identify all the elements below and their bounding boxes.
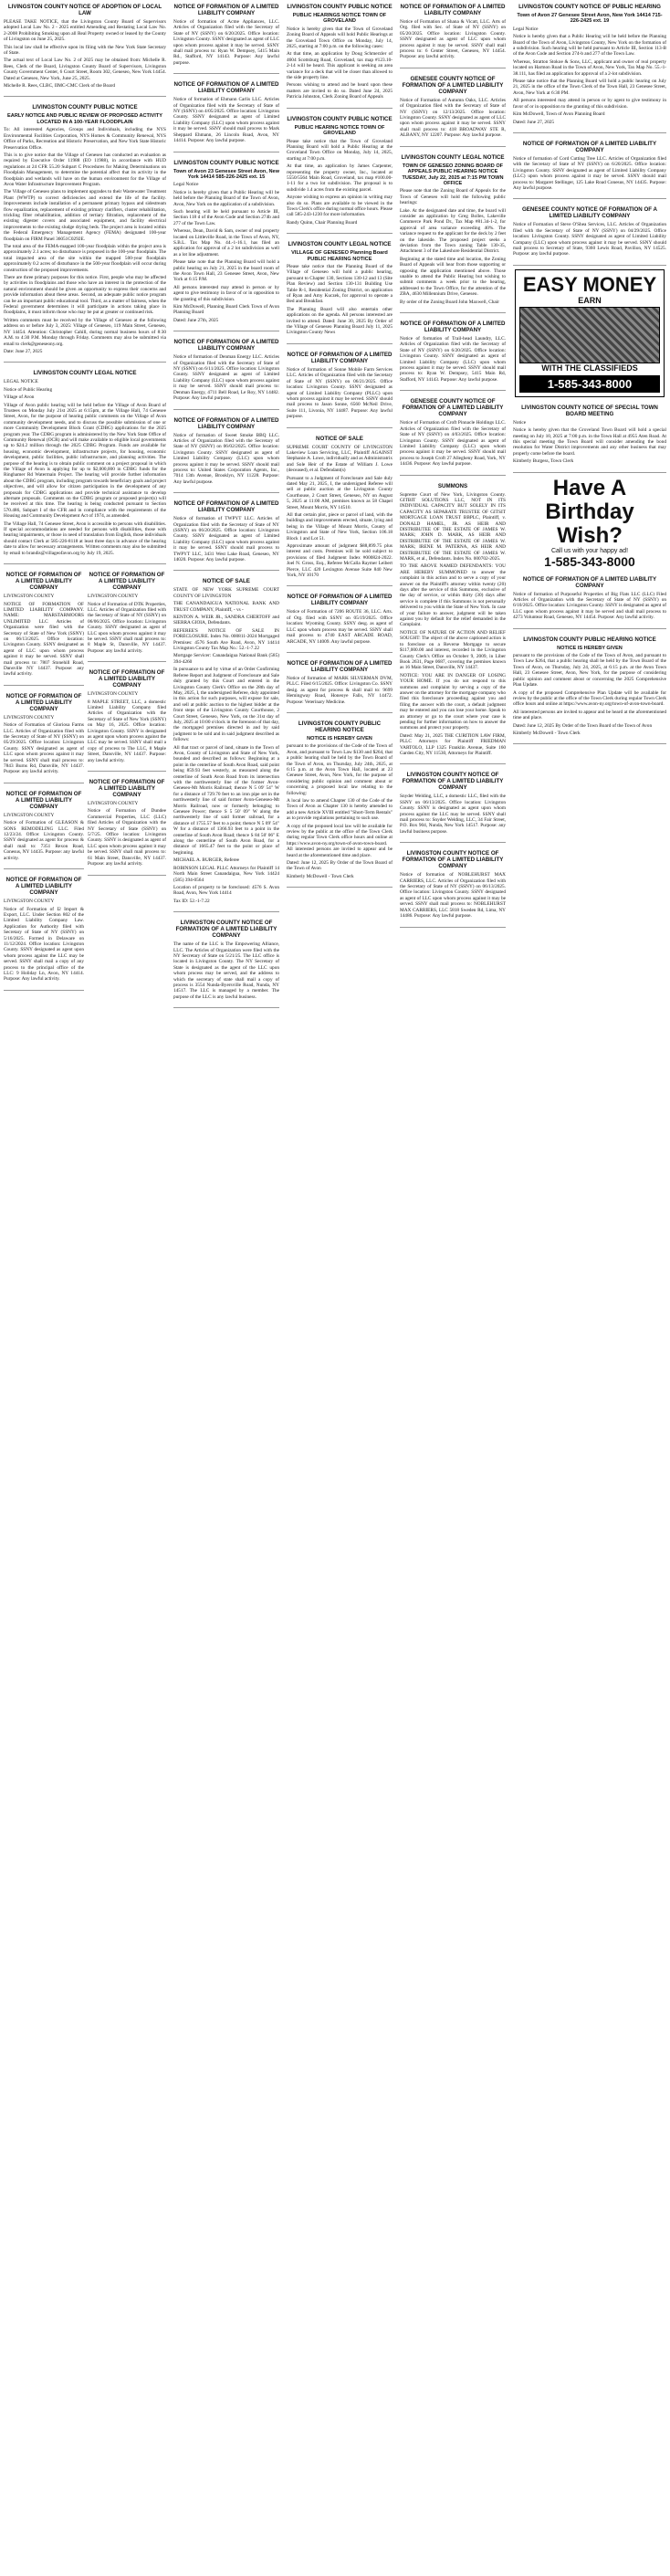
notice-paragraph: Notice of Public Hearing	[4, 386, 53, 393]
notice-paragraph: Notice of formation of Denman Energy LLC. Articles of Organization filed with the Secretary of State of NY (SSNY) on 6/11/2025. Office location: Livingston County. SSNY designated as agent of Limited Liability Company (LLC) upon whom process against it may be served. SSNY should mail process to: Denman Energy, 4711 Bell Road, Le Roy, NY 14482. Purpose: Any lawful purpose.	[173, 354, 279, 402]
notice-subtitle: TOWN OF GENESEO ZONING BOARD OF APPEALS PUBLIC HEARING NOTICE TUESDAY, July 22, 2025 at 7:15 PM TOWN OFFICE	[402, 163, 504, 186]
notice-paragraph: The Village Hall, 74 Genesee Street, Avon is accessible to persons with disabilities. If special accommodations are needed for persons with disabilities, those with hearing impairments, or those in need of translation from English, those individuals should contact Clerk at 585-226-8118 at least three days in advance of the hearing date to allow for necessary arrangements. Written comments may also be submitted by email to brandis@villageofavon.org by July 19, 2025.	[4, 520, 166, 556]
notice-title: LIVINGSTON COUNTY NOTICE OF FORMATION OF A LIMITED LIABILITY COMPANY	[402, 772, 504, 792]
legal-notice	[513, 573, 666, 629]
legal-notice	[287, 657, 393, 713]
notice-paragraph: LEGAL NOTICE	[4, 379, 38, 385]
notice-paragraph: Notice of formation of Ehmann Carlis LLC. Articles of Organization filed with the Secretary of State of NY (SSNY) on 4/05/2025. Office location: Livingston County. SSNY designated as agent of Limited Liability Company (LLC) upon whom process against it may be served. SSNY should mail process to Mark Sheppard Ehmann, 26 Lincoln Road, Avon, NY 14414. Purpose: Any lawful purpose.	[173, 97, 279, 144]
legal-notice	[400, 846, 506, 927]
notice-paragraph: Pursuant to a Judgment of Foreclosure and Sale duly dated May 21, 2025, I, the undersigned Referee will sell at public auction at the Livingston County Courthouse, 2 Court Street, Geneseo, NY on August 5, 2025 at 11:00 AM, premises known as 58 Chapel Street, Mount Morris, NY 14510.	[287, 475, 393, 510]
notice-paragraph: LIVINGSTON COUNTY	[4, 714, 55, 720]
notice-title: NOTICE OF FORMATION OF A LIMITED LIABILITY COMPANY	[5, 790, 82, 810]
notice-subtitle: NOTICE IS HEREBY GIVEN	[557, 645, 623, 651]
notice-paragraph: LIVINGSTON COUNTY	[88, 594, 139, 600]
legal-notice	[287, 237, 393, 344]
legal-notice	[173, 916, 279, 1008]
legal-notice	[173, 574, 279, 912]
notice-paragraph: Lake. At the designated date and time, the board will consider an application by Greg Bolles, Lakeville Commerce Park Pond Dr., Tax Map #81.34-1-2, for approval of area variance exceeding 40%. The variance request to the applicant for the deck by 2 feet on the lakeside. The proposed project seeks a deviation from the Town zoning Table 130-35, Attachment 3 of the Lakeshore Residential District.	[400, 207, 506, 255]
legal-notice	[513, 0, 666, 133]
notice-title: NOTICE OF FORMATION OF A LIMITED LIABILITY COMPANY	[173, 500, 279, 514]
notice-title: NOTICE OF FORMATION OF A LIMITED LIABILITY COMPANY	[173, 4, 279, 16]
notice-paragraph: STATE OF NEW YORK SUPREME COURT COUNTY OF LIVINGSTON	[173, 587, 279, 599]
notice-title: LIVINGSTON COUNTY PUBLIC NOTICE	[287, 4, 393, 10]
legal-notice	[173, 78, 279, 152]
notice-title: LIVINGSTON COUNTY NOTICE OF FORMATION OF A LIMITED LIABILITY COMPANY	[402, 850, 504, 870]
notice-paragraph: pursuant to the provisions of the Code of the Town of Avon, and pursuant to Town Law $264, that a public hearing shall be held by the Town Board of the Town of Avon, on Thursday, July 24, 2025, at 6:15 p.m. at the Avon Town Hall, 23 Genesee Street, Avon, New York, for the purpose of considering public opinion and comment about or concerning the 2025 Comprehensive Plan Update.	[513, 653, 666, 689]
notice-title: GENESEE COUNTY NOTICE OF FORMATION OF A LIMITED LIABILITY COMPANY	[521, 206, 658, 220]
notice-title: LIVINGSTON COUNTY PUBLIC NOTICE	[173, 159, 279, 166]
notice-subtitle: PUBLIC HEARING NOTICE TOWN OF GROVELAND	[294, 124, 385, 137]
notice-title: GENESEE COUNTY NOTICE OF FORMATION OF A LIMITED LIABILITY COMPANY	[402, 75, 504, 95]
birthday-sub: Call us with your happy ad!	[550, 547, 629, 554]
notice-title: LIVINGSTON COUNTY NOTICE OF PUBLIC HEARING	[518, 4, 661, 10]
notice-title: NOTICE OF FORMATION OF A LIMITED LIABILITY COMPANY	[173, 339, 279, 352]
notice-title: LIVINGSTON COUNTY NOTICE OF ADOPTION OF LOCAL LAW	[7, 4, 162, 16]
notice-paragraph: 8 MAPLE STREET, LLC, a domestic Limited Liability Company filed Articles of Organization with the Secretary of State of New York (SSNY) on May 16, 2025. Office location: Livingston County. SSNY is designated as agent upon whom process against the LLC may be served. SSNY shall mail a copy of process to The LLC, 8 Maple Street, Dansville, NY 14437. Purpose: any lawful activity.	[88, 699, 166, 763]
notice-paragraph: LIVINGSTON COUNTY	[88, 801, 139, 807]
notice-title: NOTICE OF FORMATION OF A LIMITED LIABILITY COMPANY	[5, 692, 82, 712]
notice-paragraph: To: All interested Agencies, Groups and Individuals, including the NYS Environmental Facilities Corporation, NYS Homes & Community Renewal, NYS Office of Parks, Recreation and Historic Preservation, and New York State Historic Preservation Office.	[4, 127, 166, 151]
notice-paragraph: NOTICE OF FORMATION OF LIMITED LIABILITY COMPANY. NAME: MARSTARMOORS UNLIMITED LLC Articles of Organization were filed with the Secretary of State of New York (SSNY) on 06/13/2025. Office location: Livingston County. SSNY designated as agent of LLC upon whom process against it may be served. SSNY shall mail process to: 7807 Stonehill Road, Dansville NY 14437. Purpose: any lawful activity.	[4, 601, 84, 678]
legal-notice	[88, 568, 166, 662]
legal-notice	[513, 401, 666, 473]
notice-paragraph: In pursuance to and by virtue of an Order Confirming Referee Report and Judgment of Foreclosure and Sale duly granted by this Court and entered in the Livingston County Clerk's Office on the 28th day of May, 2025, I, the undersigned Referee, duly appointed in this action for such purposes, will expose for sale, and sell at public auction to the highest bidder at the front steps of the Livingston County Courthouse, 2 Court Street, Geneseo, New York, on the 31st day of July, 2025 at 10:00 o'clock in the forenoon of that day, the mortgaged premises directed in and by said judgment to be sold and in said judgment described as follows:	[173, 667, 279, 743]
notice-title: NOTICE OF SALE	[316, 435, 363, 442]
legal-notice	[400, 394, 506, 475]
legal-notice	[4, 787, 84, 869]
notice-paragraph: Notice of Formation of Gloriosa Farms LLC. Articles of Organization filed with the Secretary of State of NY (SSNY) on 05/29/2025. Office location: Livingston County. SSNY designated as agent of LLC upon whom process against it may be served. SSNY shall mail process to: 7843 Burns Rd, Dansville, NY 14437. Purpose: any lawful activity.	[4, 722, 84, 775]
legal-notice	[88, 666, 166, 772]
notice-paragraph: Dated: June 27th, 2025	[173, 317, 219, 323]
legal-notice	[4, 100, 166, 363]
notice-paragraph: Notice of Formation of Steve O'Shea Services, LLC. Articles of Organization filed with the Secretary of State of NY (SSNY) on 04/29/2025. Office location: Livingston County. SSNY designated as agent of Limited Liability Company (LLC) upon whom process against it may be served. SSNY should mail process to Secretary of State, 9360 Lewis Road, Pavilion, NY 14525. Purpose: any lawful purpose.	[513, 222, 666, 258]
notice-paragraph: Location of property to be foreclosed: 4576 S. Avon Road, Avon, New York 14414	[173, 884, 279, 897]
notice-paragraph: All that tract or parcel of land, situate in the Town of Avon, County of Livingston and State of New York, bounded and described as follows: Beginning at a point in the centerline of South Avon Road, said point being 859.93 feet westerly, as measured along the centerline of South Avon Road from its intersection with the northwesterly line of the former Avon-Geneseo-Mt Morris Railroad; thence N 5 09' 54" W for a distance of 729.70 feet to an iron pipe set in the northwesterly line of said former Avon-Geneseo-Mt Morris Railroad, now or formerly belonging to Genesee Power; thence S 5 50' 09" W along the northwesterly line of said former railroad, for a distance of 1755.57 feet to a point; thence N 5 09' 54" W for a distance of 1366.93 feet to a point in the centerline of South Avon Road; thence S 84 50' 06" E along the centerline of South Avon Road, for a distance of 1665.47 feet to the point or place of beginning.	[173, 744, 279, 856]
notice-paragraph: Such hearing will be held pursuant to Article III, Section 118 d of the Avon Code and Section 274b and 277 of the Town Law.	[173, 208, 279, 226]
notice-paragraph: THE CANANDAIGUA NATIONAL BANK AND TRUST COMPANY, Plaintiff, - vs -	[173, 601, 279, 613]
notice-paragraph: Kimberly Burgess, Town Clerk	[513, 458, 574, 465]
column-4	[396, 0, 509, 931]
notice-paragraph: LIVINGSTON COUNTY	[4, 812, 55, 818]
notice-paragraph: SUPREME COURT COUNTY OF LIVINGSTON Lakeview Loan Servicing, LLC, Plaintiff AGAINST Stephanie A. Lowe, individually and as Administratrix and Sole Heir of the Estate of William J. Lowe (deceased), et al. Defendant(s)	[287, 444, 393, 474]
easy-money-sub: WITH THE CLASSIFIEDS	[541, 363, 638, 373]
notice-paragraph: LIVINGSTON COUNTY	[88, 691, 139, 698]
notice-paragraph: Please take note that the Planning Board will hold a public hearing on July 21, 2025 in the board room of the Avon Town Hall, 23 Genesee Street, Avon, New York at 6:15 P.M.	[173, 259, 279, 283]
notice-paragraph: Whereas, Dean, David & Sam, owner of real property located on Littleville Road, in the Town of Avon, NY, S.B.L. Tax Map No. 44.-1-16.1, has filed an application for approval of a 2 lot subdivision as well as a lot line adjustment.	[173, 228, 279, 258]
notice-paragraph: LIVINGSTON COUNTY	[4, 594, 55, 600]
notice-subtitle: PUBLIC HEARINGS NOTICE TOWN OF GROVELAND	[292, 13, 387, 25]
notice-paragraph: Dated: May 21, 2025 THE CURITION LAW FIRM, PLLC Attorneys for Plaintiff FRIEDMAN VARTOLO, LLP 1325 Franklin Avenue, Suite 160 Garden City, NY 11530, Attorneys for Plaintiff.	[400, 732, 506, 756]
legal-notice	[4, 689, 84, 783]
notice-title: NOTICE OF FORMATION OF A LIMITED LIABILITY COMPANY	[173, 81, 279, 95]
legal-notice	[400, 479, 506, 765]
notice-paragraph: Kim McDowell, Planning Board Clerk Town of Avon Planning Board	[173, 304, 279, 316]
notice-paragraph: Legal Notice	[173, 182, 199, 188]
notice-paragraph: This local law shall be effective upon its filing with the New York State Secretary of State.	[4, 44, 166, 57]
notice-title: NOTICE OF FORMATION OF A LIMITED LIABILITY COMPANY	[400, 321, 506, 334]
legal-notice	[4, 0, 166, 97]
notice-paragraph: Whereas, Stratton Stokoe & Sons, LLC, applicant and owner of real property located on Harmon Road in the Town of Avon, New York, Tax Map No. 55.-1-38.111, has filed an application for approval of a 2-lot subdivision.	[513, 58, 666, 77]
notice-paragraph: TO THE ABOVE NAMED DEFENDANTS: YOU ARE HEREBY SUMMONED to answer the complaint in this action and to serve a copy of your answer on the Plaintiff's attorney within twenty (20) days after the service of this Summons, exclusive of the day of service, or within thirty (30) days after service is complete if this Summons is not personally delivered to you within the State of New York. In case of your failure to answer, judgment will be taken against you by default for the relief demanded in the Complaint.	[400, 563, 506, 628]
notice-paragraph: MICHAEL A. BURGER, Referee	[173, 857, 240, 864]
legal-notice	[287, 0, 393, 109]
notice-paragraph: Legal Notice	[513, 26, 539, 32]
legal-notice	[400, 151, 506, 313]
notice-paragraph: Dated: June 27, 2025	[513, 119, 555, 125]
legal-notice	[287, 112, 393, 235]
notice-paragraph: A local law to amend Chapter 130 of the Code of the Town of Avon as Chapter 130 is hereby amended to add a new Article XVIII entitled "Short-Term Rentals" as to provide regulations pertaining to such use.	[287, 798, 393, 822]
notice-title: NOTICE OF FORMATION OF A LIMITED LIABILITY COMPANY	[89, 669, 165, 689]
legal-notice	[173, 497, 279, 571]
legal-notice	[287, 348, 393, 428]
legal-notice	[287, 590, 393, 652]
easy-money-earn: EARN	[578, 295, 602, 305]
notice-paragraph: Dated: June 12, 2025 By Order of the Town Board of the Town of Avon	[287, 860, 393, 872]
notice-paragraph: PLEASE TAKE NOTICE, that the Livingston County Board of Supervisors adopted Local Law No. 2 - 2025 entitled Amending and Restating Local Law No. 2-2008 Prohibiting Smoking upon all Real Property owned or leased by the County of Livingston on June 25, 2025.	[4, 19, 166, 43]
legal-notice	[173, 414, 279, 494]
notice-paragraph: The Village of Geneseo plans to implement upgrades to their Wastewater Treatment Plant (WWTP) to correct deficiencies and extend the life of the facility. Improvements include installation of a permanent primary bypass and sidestream flow equalization, replacement of existing primary clarifiers, cluster rehabilitation, trickling filter rehabilitation, addition of tertiary filtration, replacement of the existing digester covers and associated equipment, and facility electrical improvements to the existing sludge drying beds. The project area is located within the Federal Emergency Management Agency (FEMA) designated 100-year floodplain on FIRM Panel 36051C0292E.	[4, 189, 166, 242]
notice-paragraph: Please note that the Zoning Board of Appeals for the Town of Geneseo will hold the following public hearings:	[400, 188, 506, 206]
notice-paragraph: Kimberly McDowell - Town Clerk	[287, 873, 354, 879]
easy-money-ad	[515, 269, 665, 397]
notice-title: LIVINGSTON COUNTY PUBLIC NOTICE	[32, 104, 138, 111]
notice-paragraph: All interested persons are invited to appear and be heard at the aforementioned time and place.	[513, 709, 666, 721]
legal-notice	[4, 366, 166, 564]
legal-notice	[400, 0, 506, 68]
notice-paragraph: LIVINGSTON COUNTY	[4, 899, 55, 905]
notice-title: LIVINGSTON COUNTY NOTICE OF FORMATION OF A LIMITED LIABILITY COMPANY	[175, 920, 277, 940]
notice-paragraph: Notice is hereby given that the Groveland Town Board will hold a special meeting on July 10, 2025 at 7:00 p.m. in the Town Hall at 4955 Aten Road. At this special meeting the Town Board will consider amending the bond resolution for Water District improvements and any other business that may properly come before the board.	[513, 427, 666, 457]
notice-paragraph: Village of Avon public hearing will be held before the Village of Avon Board of Trustees on Monday July 21st 2025 at 6:15pm, at the Village Hall, 74 Genesee Street, Avon, for the purpose of hearing public comments on the Village of Avon community development needs, and to discuss the possible submission of one or more Community Development Block Grant (CDBG) applications for the 2025 program year. The CDBG program is administered by the New York State Office of Community Renewal (OCR) and will make available to eligible local governments up to $24.2 million through the 2025 CDBG Program. Funds are available for housing, economic development, infrastructure projects, for housing, economic development, public facilities, public infrastructure, and planning activities. The purpose of the hearing is to obtain public comment on a project proposal in which the Village of Avon is applying for up to $2,000,000 in CDBG funds for the Ringhamer Rd Watermain Project. The hearing will provide further information about the CDBG program, including program towards beneficiary goals and project objectives, and will allow for citizen participation in the development of any proposals for CDBG applications and provide technical assistance to develop alternate proposals. Comments on the CDBG program or proposed project(s) will be received at this time. The hearing is being conducted pursuant to Section 570.486, Subpart I of the CFR and in compliance with the requirements of the Housing and Community Development Act of 1974, as amended.	[4, 402, 166, 520]
notice-title: GENESEE COUNTY NOTICE OF FORMATION OF A LIMITED LIABILITY COMPANY	[402, 398, 504, 418]
notice-title: NOTICE OF FORMATION OF A LIMITED LIABILITY COMPANY	[89, 779, 165, 799]
notice-paragraph: Approximate amount of judgment $88,899.75 plus interest and costs. Premises will be sold subject to provisions of filed Judgment Index #000824-2022. Joel N. Gross, Esq., Referee McCalla Raymer Leibert Pierce, LLC 420 Lexington Avenue Suite 840 New York, NY 10170	[287, 543, 393, 579]
notice-paragraph: Please take notice that the Planning Board of the Village of Geneseo will hold a public hearing, pursuant to Chapter 130, Sections 130-12 and 13 (Site Plan Review) and Section 130-131 Building Use Table R-1, Residential Zoning District, on application of Ryan and Amy Kuczek, for approval to operate a Bed and Breakfast.	[287, 264, 393, 305]
notice-paragraph: Notice of Formation of DTK Properties, LLC. Articles of Organization filed with the Secretary of State of NY (SSNY) on 06/06/2025. Office location: Livingston County. SSNY designated as agent of LLC upon whom process against it may be served. SSNY shall mail process to: 8 Maple St, Dansville, NY 14437. Purpose: any lawful activity.	[88, 601, 166, 654]
notice-title: NOTICE OF FORMATION OF A LIMITED LIABILITY COMPANY	[287, 594, 393, 607]
legal-notice	[513, 203, 666, 265]
notice-paragraph: The total area of the FEMA-mapped 100-year floodplain within the project area is approximately 2.1 acres; no disturbance is proposed in the 100-year floodplain. The total impacted area of the site within the mapped 500-year floodplain approximately 0.2 acres of disturbance in the 500-year floodplain will occur during construction of the proposed improvements.	[4, 244, 166, 273]
notice-paragraph: NOTICE OF NATURE OF ACTION AND RELIEF SOUGHT: The object of the above captioned action is to foreclose on a Reverse Mortgage to secure $117,000.00 and interest, recorded in the Livingston County Clerk's Office on October 9, 2009, in Liber Book 2631, Page 0687, covering the premises known as 16 Main Street, Dansville, NY 14437.	[400, 629, 506, 671]
notice-title: LIVINGSTON COUNTY LEGAL NOTICE	[401, 153, 505, 161]
notice-paragraph: A copy of the proposed Comprehensive Plan Update will be available for review by the public at the office of the Town Clerk during regular Town Clerk office hours and online at https://www.avon-ny.org/town-of-avon-town-board.	[513, 689, 666, 708]
notice-paragraph: At that time, an application by James Carpenter, representing the property owner, Inc., located at 5550/5564 Main Road, Groveland, tax map #100.00-1-11 for a two lot subdivision. The proposal is to subdivide 1.4 acres from the existing parcel.	[287, 163, 393, 193]
column-5	[509, 0, 670, 748]
notice-paragraph: Supreme Court of New York, Livingston County. GITBIT SOLUTIONS LLC, NOT IN ITS INDIVIDUAL CAPACITY BUT SOLELY IN ITS CAPACITY AS SEPARATE TRUSTEE OF GITSIT MORTGAGE LOAN TRUST BBPLC, Plaintiff, v. DONALD HAMEL, JR. AS HEIR AND DISTRIBUTEE OF THE ESTATE OF JAMES W. MARK; JOHN D. MARK, AS HEIR AND DISTRIBUTEE OF THE ESTATE OF JAMES W. MARK; IRENE M. PATERNA, AS HEIR AND DISTRIBUTEE OF THE ESTATE OF JAMES W. MARK, et al., Defendants. Index No. 000702-2025.	[400, 491, 506, 562]
legal-notice	[4, 568, 84, 686]
notice-paragraph: Notice of formation of Sweet Smoke BBQ LLC. Articles of Organization filed with the Secretary of State of NY (SSNY) on 06/02/2025. Office location: Livingston County. SSNY designated as agent of Limited Liability Company (LLC) upon whom process against it may be served. SSNY should mail process to: United States Corporation Agents, Inc., 7014 13th Avenue, Brooklyn, NY 11228. Purpose: Any lawful purpose.	[173, 432, 279, 485]
notice-title: NOTICE OF FORMATION OF A LIMITED LIABILITY COMPANY	[173, 416, 279, 430]
legal-notice	[513, 633, 666, 745]
notice-paragraph: pursuant to the provisions of the Code of the Town of Avon, and pursuant to Town Law $130 and $264, that a public hearing shall be held by the Town Board of the Town of Avon, on Thursday, July 24th, 2025, at 6:15 p.m. at the Avon Town Hall, located at 23 Genesee Street, Avon, New York, for the purpose of considering public opinion and comment about or concerning a proposed local law relating to the following:	[287, 743, 393, 796]
legal-notice	[173, 156, 279, 332]
easy-money-title: EASY MONEY	[522, 272, 657, 296]
notice-paragraph: The name of the LLC is The Empowering Alliance, LLC. The Articles of Organization were filed with the NY Secretary of State on 5/21/25. The LLC office is located in Livingston County. The NY Secretary of State is designated as the agent of the LLC upon whom process may be served, and the address to which the secretary of state shall mail a copy of process is 3554 Nunda-Byersville Road, Nunda, NY 14517. The LLC is managed by a member. The purpose of the LLC is any lawful business.	[173, 941, 279, 1000]
notice-title: LIVINGSTON COUNTY NOTICE OF SPECIAL TOWN BOARD MEETING	[521, 404, 658, 417]
notice-paragraph: Kim McDowell, Town of Avon Planning Board	[513, 111, 605, 118]
notice-paragraph: Notice is hereby given that a Public Hearing will be held before the Planning Board of the Town of Avon, Avon, New York on the application of a subdivision.	[173, 189, 279, 207]
notice-paragraph: ROBINSON LEGAL PLLC Attorneys for Plaintiff 14 North Main Street Canandaigua, New York 14424 (585) 394-0564	[173, 865, 279, 883]
notice-paragraph: All persons interested may attend in person or by agent to give testimony in favor of or in opposition to the granting of this subdivision.	[173, 284, 279, 302]
notice-subtitle: NOTICE IS HEREBY GIVEN	[307, 735, 372, 741]
notice-paragraph: NOTICE: YOU ARE IN DANGER OF LOSING YOUR HOME. If you do not respond to this summons and complaint by serving a copy of the answer on the attorney for the mortgage company who filed this foreclosure proceeding against you and filing the answer with the court, a default judgment may be entered and you can lose your home. Speak to an attorney or go to the court where your case is pending for further information on how to answer the summons and protect your property.	[400, 672, 506, 731]
notice-paragraph: Notice of Formation of 7206 ROUTE 36, LLC. Arts. of Org. filed with SSNY on 05/19/2025. Office location: Wyoming County. SSNY desg. as agent of LLC upon whom process may be served. SSNY shall mail process to 4740 EAST ARCADE ROAD, ARCADE, NY 14009. Any lawful purpose.	[287, 609, 393, 645]
notice-paragraph: Mortgage Servicer: Canandaigua National Bank (585) 394-4260	[173, 653, 279, 665]
notice-paragraph: Notice of Formation of I2 Import & Export, LLC. Under Section 802 of the Limited Liability Company Law. Application for Authority filed with Secretary of State of NY (SSNY) on 5/16/2025. Formed in Delaware on 11/12/2024. Office location: Livingston County. SSNY designated as agent upon whom process against the LLC may be served. SSNY shall mail a copy of any process to the principal office of the LLC: 9 Holiday Ln, Avon, NY 14414. Purpose: Any lawful activity.	[4, 906, 84, 983]
legal-notice	[4, 873, 84, 991]
notice-title: NOTICE OF FORMATION OF A LIMITED LIABILITY COMPANY	[89, 572, 165, 592]
notice-paragraph: Notice of formation of Trail-head Laundry, LLC. Articles of Organization filed with the Secretary of State of NY (SSNY) on 6/20/2025. Office location: Livingston County. SSNY designated as agent of Limited Liability Company (LLC) upon whom process against it may be served. SSNY should mail process to: Ryan W. Dempsey, 5415 Main Rd, Stafford, NY 14143. Purpose: Any lawful purpose.	[400, 336, 506, 383]
notice-paragraph: Notice of formation of TWPYT LLC. Articles of Organization filed with the Secretary of State of NY (SSNY) on 06/20/2025. Office location: Livingston County. SSNY designated as agent of Limited Liability Company (LLC) upon whom process against it may be served. SSNY should mail process to TWPYT LLC, 3431 West Lake Road, Geneseo, NY 14020. Purpose: Any lawful purpose.	[173, 516, 279, 563]
notice-paragraph: Persons wishing to attend and be heard upon these matters are invited to do so. Dated June 24, 2025 Patricia Johnston, Clerk Zoning Board of Appeals	[287, 82, 393, 100]
notice-paragraph: All that certain plot, piece or parcel of land, with the buildings and improvements erected, situate, lying and being in the Village of Mount Morris, County of Livingston and State of New York, Section 106.18 Block 1 and Lot 51.	[287, 512, 393, 541]
notice-title: NOTICE OF FORMATION OF A LIMITED LIABILITY COMPANY	[522, 575, 657, 589]
notice-paragraph: Notice of Formation of Autumn Oaks, LLC. Articles of Organization filed with the Secretary of State of NY (SSNY) on 12/13/2025. Office location: Livingston County. SSNY designated as agent of LLC upon whom process against it may be served. SSNY shall mail process to: 418 BROADWAY STE R, ALBANY, NY 12207. Purpose: Any lawful purpose.	[400, 97, 506, 139]
notice-title: LIVINGSTON COUNTY PUBLIC NOTICE	[287, 115, 393, 122]
notice-paragraph: This is to give notice that the Village of Geneseo has conducted an evaluation as required by Executive Order 11988 (EO 11988), in accordance with HUD regulations at 24 CFR 55.20 Subpart C Procedures for Making Determinations on Floodplain Management, to determine the potential affect that its activity in the floodplain and wetlands will have on the human environment for the Village of Avon Water Infrastructure Improvement Program.	[4, 152, 166, 187]
notice-subtitle: Town of Avon 27 Genesee Street Avon, New York 14414 715-226-2425 ext. 19	[517, 13, 663, 25]
notice-title: LIVINGSTON COUNTY PUBLIC HEARING NOTICE	[523, 636, 656, 643]
notice-paragraph: Please take notice that the Town of Groveland Planning Board will hold a Public Hearing at the Groveland Town Office on Monday, July 14, 2025, starting at 7:00 p.m.	[287, 138, 393, 162]
notice-paragraph: Notice of formation of MARK SILVERMAN DVM, PLLC. Filed 6/15/2025. Office: Livingston Co. SSNY desig. as agent for process & shall mail to: 9699 Hemingway Road, Honeoye Falls, NY 14472. Purpose: Veterinary Medicine.	[287, 675, 393, 705]
notice-paragraph: Date: June 27, 2025	[4, 348, 43, 354]
notice-paragraph: At that time, an application by Doug Schmerzler of 4604 Scottsburg Road, Groveland, tax map #123.10-2-14 will be heard. This applicant is seeking an area variance for a deck that will be closer than allowed to the side property line.	[287, 51, 393, 81]
notice-paragraph: Notice of Formation of GLEASON & SONS REMODELING LLC. Filed 12/23/24. Office: Livingston County. SSNY designated as agent for process & shall mail to: 7351 Rexon Road, Conesus, NY 14435. Purpose: any lawful activity.	[4, 820, 84, 861]
notice-paragraph: Notice of Formation of Croft Pinnacle Holdings LLC. Articles of Organization filed with the Secretary of State of NY (SSNY) on 4/03/2025. Office location: Livingston County. SSNY designated as agent of Limited Liability Company (LLC) upon whom process against it may be served. SSNY should mail process to Joseph Croft 27 Allegheny Road, York, NY 14436. Purpose: Any lawful purpose.	[400, 420, 506, 468]
money-image	[519, 307, 660, 363]
notice-paragraph: Anyone wishing to express an opinion in writing may also do so. Plans are available to be viewed in the Town Clerk's office during normal office hours. Please call 585-243-1230 for more information.	[287, 195, 393, 218]
legal-notice	[287, 432, 393, 587]
notice-subtitle: VILLAGE OF GENESEO Planning Board PUBLIC HEARING NOTICE	[291, 250, 388, 262]
easy-money-phone: 1-585-343-8000	[519, 375, 660, 393]
notice-paragraph: Notice of Formation of Shana & Vicatt, LLC. Arts of Org. filed with Sec. of State of NY (SSNY) on 05/20/2025. Office location: Livingston County. SSNY designated as agent of LLC upon whom process against it may be served. SSNY shall mail process to: 6 Center Street, Geneseo, NY 14454. Purpose: any lawful activity.	[400, 19, 506, 60]
legal-notice	[173, 335, 279, 409]
notice-paragraph: Notice is hereby given that the Town of Groveland Zoning Board of Appeals will hold Public Hearings at the Groveland Town Office on Monday, July 14, 2025, starting at 7:00 p.m. on the following cases:	[287, 26, 393, 50]
notice-paragraph: By order of the Zoning Board John Maxwell, Chair	[400, 299, 500, 305]
notice-title: LIVINGSTON COUNTY LEGAL NOTICE	[33, 370, 137, 377]
notice-title: NOTICE OF FORMATION OF A LIMITED LIABILITY COMPANY	[287, 351, 393, 364]
notice-paragraph: Notice of formation of NOBLEHURST MAX CARRIERS, LLC. Articles of Organization filed with the Secretary of State of NY (SSNY) on 06/13/2025. Office location: Livingston County. SSNY designated as agent of LLC upon whom process against it may be served. SSNY shall mail process to: NOBLEHURST MAX CARRIERS, LLC 5818 Sweden Rd, Lima, NY 14486. Purpose: Any lawful purpose.	[400, 872, 506, 920]
column-3	[283, 0, 396, 891]
notice-paragraph: Dated: June 12, 2025 By Order of the Town Board of the Town of Avon	[513, 722, 653, 729]
legal-notice	[400, 317, 506, 391]
notice-paragraph: The actual text of Local Law No. 2 of 2025 may be obtained from: Michelle R. Rees, Clerk of the Board, Livingston County Board of Supervisors, Livingston County Government Center, 6 Court Street, Room 302, Geneseo, New York 14454. Dated at Geneseo, New York, June 25, 2025.	[4, 58, 166, 81]
notice-paragraph: Notice is hereby given that a Public Hearing will be held before the Planning Board of the Town of Avon, Livingston County, New York on the formation of a subdivision. Such hearing will be held pursuant to Article III, Section 113-B of the Avon Code and Section 274-b and 277 of the Town Law.	[513, 34, 666, 58]
notice-paragraph: There are three primary purposes for this notice. First, people who may be affected by activities in floodplains and those who have an interest in the protection of the natural environment should be given an opportunity to express their concerns and provide information about these areas. Second, an adequate public notice program can be an important public educational tool. Third, as a matter of fairness, when the Federal government determines it will participate in actions taking place in floodplains, it must inform those who may be put at greater or continued risk.	[4, 275, 166, 316]
notice-paragraph: Notice of formation of Acme Appliances, LLC. Articles of Organization filed with the Secretary of State of NY (SSNY) on 6/20/2025. Office location: Livingston County. SSNY designated as agent of LLC upon whom process against it may be served. SSNY shall mail process to: Ryan W. Dempsey, 5415 Main Rd., Stafford, NY 14143. Purpose: Any lawful purpose.	[173, 19, 279, 66]
column-1	[0, 0, 170, 994]
notice-paragraph: Randy Quinn, Chair Planning Board	[287, 219, 358, 226]
notice-paragraph: The Planning Board will also entertain other applications on the agenda. All persons interested are invited to attend. Dated: June 30, 2025 By Order of the Village of Geneseo Planning Board July 11, 2025 Livingston County News	[287, 306, 393, 336]
notice-paragraph: Notice	[513, 419, 527, 426]
notice-paragraph: REFEREE'S NOTICE OF SALE IN FORECLOSURE. Index No. 000811-2024 Mortgaged Premises: 4576 South Ave Road, Avon, NY 14414 Livingston County Tax Map No.: 52.-1-7.22	[173, 627, 279, 652]
legal-notice	[173, 0, 279, 74]
notice-paragraph: A copy of the proposed local law will be available for review by the public at the office of the Town Clerk during regular Town Clerk office hours and online at https://www.avon-ny.org/town-of-avon-town-board. All interested persons are invited to appear and be heard at the aforementioned time and place.	[287, 823, 393, 858]
notice-title: SUMMONS	[437, 482, 468, 489]
notice-subtitle: Town of Avon 23 Genesee Street Avon, New York 14414 585-226-2425 ext. 15	[173, 168, 279, 180]
legal-notice	[287, 717, 393, 888]
notice-paragraph: Kimberly McDowell - Town Clerk	[513, 730, 581, 736]
notice-paragraph: Tax ID: 52.-1-7.22	[173, 898, 210, 904]
legal-notice	[513, 137, 666, 199]
notice-title: NOTICE OF FORMATION OF A LIMITED LIABILITY COMPANY	[5, 572, 82, 592]
notice-paragraph: Notice of formation of Sonne Mobile Farm Services LLC. Articles of Organization filed with the Secretary of State of NY (SSNY) on 06/21/2025. Office location: Livingston County. SSNY designated as agent of Limited Liability Company (PLLC) upon whom process against it may be served. SSNY should mail process to Jason Sonne, 6560 McNeil Drive, Suite 111, Livonia, NY 14487. Purpose: Any lawful purpose.	[287, 366, 393, 420]
notice-title: NOTICE OF FORMATION OF A LIMITED LIABILITY COMPANY	[400, 4, 506, 16]
birthday-ad	[515, 477, 665, 569]
notice-paragraph: Snyder Welding, LLC, a domestic LLC, filed with the SSNY on 06/13/2025. Office location: Livingston County. SSNY is designated as agent upon whom process against the LLC may be served. SSNY shall mail process to: Snyder Welding, LLC, 34 Fair Street, P.O. Box 904, Nunda, New York 14517. Purpose: any lawful business purpose.	[400, 794, 506, 835]
notice-paragraph: Written comments must be received by the Village of Geneseo at the following address on or before July 3, 2025: Village of Geneseo, 119 Main Street, Geneseo, NY 14454. Attention: Christopher Cahill, during normal business hours of 8:30 A.M. to 4:30 P.M. Monday through Friday. Comments may also be submitted via email to clerk@geneseony.org.	[4, 317, 166, 347]
notice-paragraph: All persons interested may attend in person or by agent to give testimony in favor of or in opposition to the granting of this subdivision.	[513, 98, 666, 110]
legal-notice	[88, 775, 166, 875]
notice-title: LIVINGSTON COUNTY PUBLIC HEARING NOTICE	[298, 720, 382, 733]
notice-title: NOTICE OF FORMATION OF A LIMITED LIABILITY COMPANY	[5, 877, 82, 897]
birthday-title: Have A Birthday Wish?	[545, 475, 634, 548]
notice-title: NOTICE OF FORMATION OF A LIMITED LIABILITY COMPANY	[287, 659, 393, 673]
notice-paragraph: Notice of formation of Cord Cutting Tree LLC. Articles of Organization filed with the Secretary of State of NY (SSNY) on 6/20/2025. Office location: Livingston County. SSNY designated as agent of Limited Liability Company (LLC) upon whom process against it may be served. SSNY should mail process to: Margaret Stellinger, 125 Lake Road Conesus, NY 14435. Purpose: Any lawful purpose.	[513, 155, 666, 191]
notice-title: NOTICE OF SALE	[203, 578, 250, 585]
notice-paragraph: KENTON A. WEIR JR., SANDRA CHERTOFF and SIERRA GIOIA, Defendants.	[173, 615, 279, 626]
notice-subtitle: EARLY NOTICE AND PUBLIC REVIEW OF PROPOSED ACTIVITY LOCATED IN A 100-YEAR FLOODPLAIN	[7, 113, 162, 125]
notice-paragraph: Beginning at the stated time and location, the Zoning Board of Appeals will hear from those supporting or opposing the application mentioned above. Those unable to attend the Public Hearing but wishing to submit comments a week prior to the hearing, addressed to the Town Office, for the attention of the ZBA, 4630 Millennium Drive, Geneseo.	[400, 256, 506, 298]
notice-paragraph: Notice of formation of Purposeful Properties of Big Flats LLC (LLC) Filed Articles of Organization with the Secretary of State of NY (SSNY) on 6/10/2025. Office location: Livingston County. SSNY is designated as agent of LLC upon whom process against it may be served and shall mail process to 4273 Voluntear Road, Geneseo, NY 14454. Purpose: Any lawful activity.	[513, 591, 666, 621]
notice-paragraph: Please take notice that the Planning Board will hold a public hearing on July 21, 2025 in the office of the Town Clerk of the Town Hall, 23 Genesee Street, Avon, New York at 6:30 PM.	[513, 79, 666, 96]
legal-notice	[400, 768, 506, 843]
notice-paragraph: Notice of Formation of Dundee Commercial Properties, LLC (LLC) filed Articles of Organization with the NY Secretary of State (SSNY) on 5/7/25. Office location: Livingston County. SSNY is designated as agent of LLC upon whom process against it may be served. SSNY shall mail process to: 61 Main Street, Dansville, NY 14437. Purpose: any lawful activity.	[88, 808, 166, 867]
notice-paragraph: Village of Avon	[4, 394, 35, 401]
notice-paragraph: Michelle R. Rees, CLBC, IIMC-CMC Clerk of the Board	[4, 83, 115, 89]
birthday-phone: 1-585-343-8000	[544, 553, 635, 569]
notice-title: LIVINGSTON COUNTY LEGAL NOTICE	[288, 241, 392, 248]
column-2	[170, 0, 283, 1012]
notice-title: NOTICE OF FORMATION OF A LIMITED LIABILITY COMPANY	[522, 140, 657, 153]
legal-notice	[400, 72, 506, 147]
